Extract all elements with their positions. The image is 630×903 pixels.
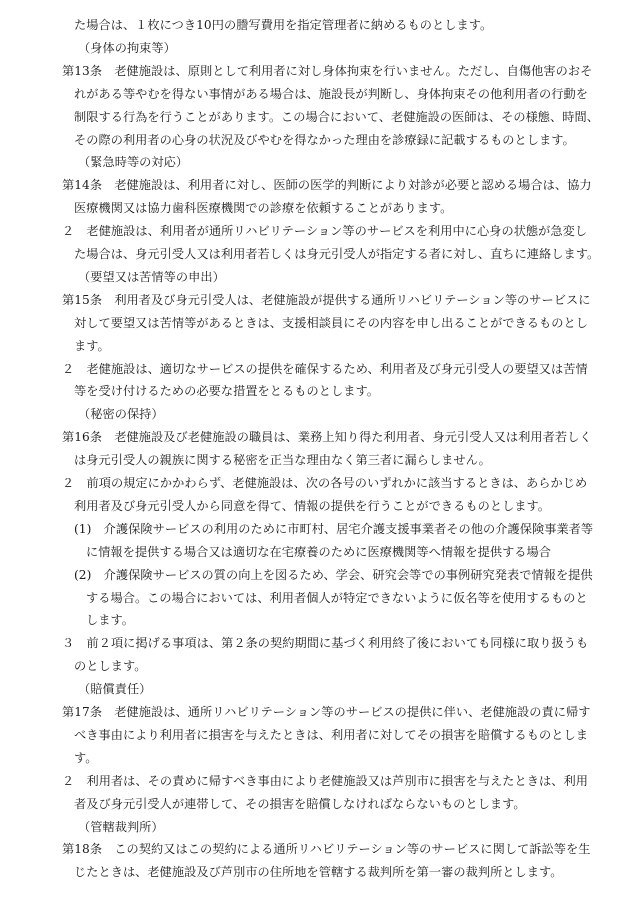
article-16-paragraph-2-line: 利用者及び身元引受人から同意を得て、情報の提供を行うことができるものとします。 <box>74 498 551 513</box>
article-13-line: その際の利用者の心身の状況及びやむを得なかった理由を診療録に記載するものとします。 <box>74 132 575 147</box>
article-16-paragraph-3-line: のとします。 <box>74 659 147 674</box>
article-15-paragraph-2-line: ２ 老健施設は、適切なサービスの提供を確保するため、利用者及び身元引受人の要望又は苦情 <box>62 361 588 376</box>
article-16-paragraph-2-line: ２ 前項の規定にかかわらず、老健施設は、次の各号のいずれかに該当するときは、あらかじめ <box>62 476 588 490</box>
article-14-line: 第14条 老健施設は、利用者に対し、医師の医学的判断により対診が必要と認める場合は、協力 <box>62 178 592 193</box>
article-17-line: べき事由により利用者に損害を与えたときは、利用者に対してその損害を賠償するものとしま <box>74 727 588 742</box>
section-heading-liability: （賠償責任） <box>78 682 152 697</box>
article-18-line: じたときは、老健施設及び芦別市の住所地を管轄する裁判所を第一審の裁判所とします。 <box>74 865 563 880</box>
section-heading-complaints: （要望又は苦情等の申出） <box>78 269 225 284</box>
article-16-paragraph-3-line: ３ 前２項に掲げる事項は、第２条の契約期間に基づく利用終了後においても同様に取り扱うも <box>62 636 589 651</box>
section-heading-restraint: （身体の拘束等） <box>78 40 176 55</box>
article-14-paragraph-2-line: た場合は、身元引受人又は利用者若しくは身元引受人が指定する者に対し、直ちに連絡します。 <box>74 247 600 261</box>
article-17-paragraph-2-line: ２ 利用者は、その責めに帰すべき事由により老健施設又は芦別市に損害を与えたときは、利用 <box>62 773 588 788</box>
article-16-item-1-line: に情報を提供する場合又は適切な在宅療養のために医療機関等へ情報を提供する場合 <box>86 544 552 559</box>
article-16-line: は身元引受人の親族に関する秘密を正当な理由なく第三者に漏らしません。 <box>74 453 491 468</box>
article-15-paragraph-2-line: 等を受け付けるための必要な措置をとるものとします。 <box>74 384 379 399</box>
article-13-line: 制限する行為を行うことがあります。この場合において、老健施設の医師は、その様態、時間、 <box>74 109 599 124</box>
article-17-line: 第17条 老健施設は、通所リハビリテーション等のサービスの提供に伴い、老健施設の責に帰す <box>62 705 591 719</box>
section-heading-confidentiality: （秘密の保持） <box>78 407 164 422</box>
article-16-item-2-line: (2) 介護保険サービスの質の向上を図るため、学会、研究会等での事例研究発表で情報を提供 <box>74 567 593 582</box>
section-heading-emergency: （緊急時等の対応） <box>78 155 189 170</box>
article-17-paragraph-2-line: 者及び身元引受人が連帯して、その損害を賠償しなければならないものとします。 <box>74 796 526 811</box>
article-16-item-1-line: (1) 介護保険サービスの利用のために市町村、居宅介護支援事業者その他の介護保険事業者等 <box>74 521 594 536</box>
article-15-line: 第15条 利用者及び身元引受人は、老健施設が提供する通所リハビリテーション等のサービスに <box>62 292 591 307</box>
section-heading-jurisdiction: （管轄裁判所） <box>78 819 164 834</box>
article-18-line: 第18条 この契約又はこの契約による通所リハビリテーション等のサービスに関して訴訟等を生 <box>62 842 591 857</box>
article-17-line: す。 <box>74 750 98 765</box>
article-16-item-2-line: します。 <box>86 613 134 628</box>
article-15-line: 対して要望又は苦情等があるときは、支援相談員にその内容を申し出ることができるものとし <box>74 315 588 330</box>
text-line-continuation: た場合は、１枚につき10円の謄写費用を指定管理者に納めるものとします。 <box>74 18 493 32</box>
article-16-item-2-line: する場合。この場合においては、利用者個人が特定できないように仮名等を使用するものと <box>86 590 588 605</box>
article-13-line: れがある等やむを得ない事情がある場合は、施設長が判断し、身体拘束その他利用者の行動を <box>74 86 588 101</box>
article-14-line: 医療機関又は協力歯科医療機関での診療を依頼することがあります。 <box>74 201 453 216</box>
article-16-line: 第16条 老健施設及び老健施設の職員は、業務上知り得た利用者、身元引受人又は利用者若しく <box>62 430 592 445</box>
article-13-line: 第13条 老健施設は、原則として利用者に対し身体拘束を行いません。ただし、自傷他害のおそ <box>62 63 593 78</box>
article-15-line: ます。 <box>74 338 110 353</box>
article-14-paragraph-2-line: ２ 老健施設は、利用者が通所リハビリテーション等のサービスを利用中に心身の状態が急変し <box>62 224 588 239</box>
